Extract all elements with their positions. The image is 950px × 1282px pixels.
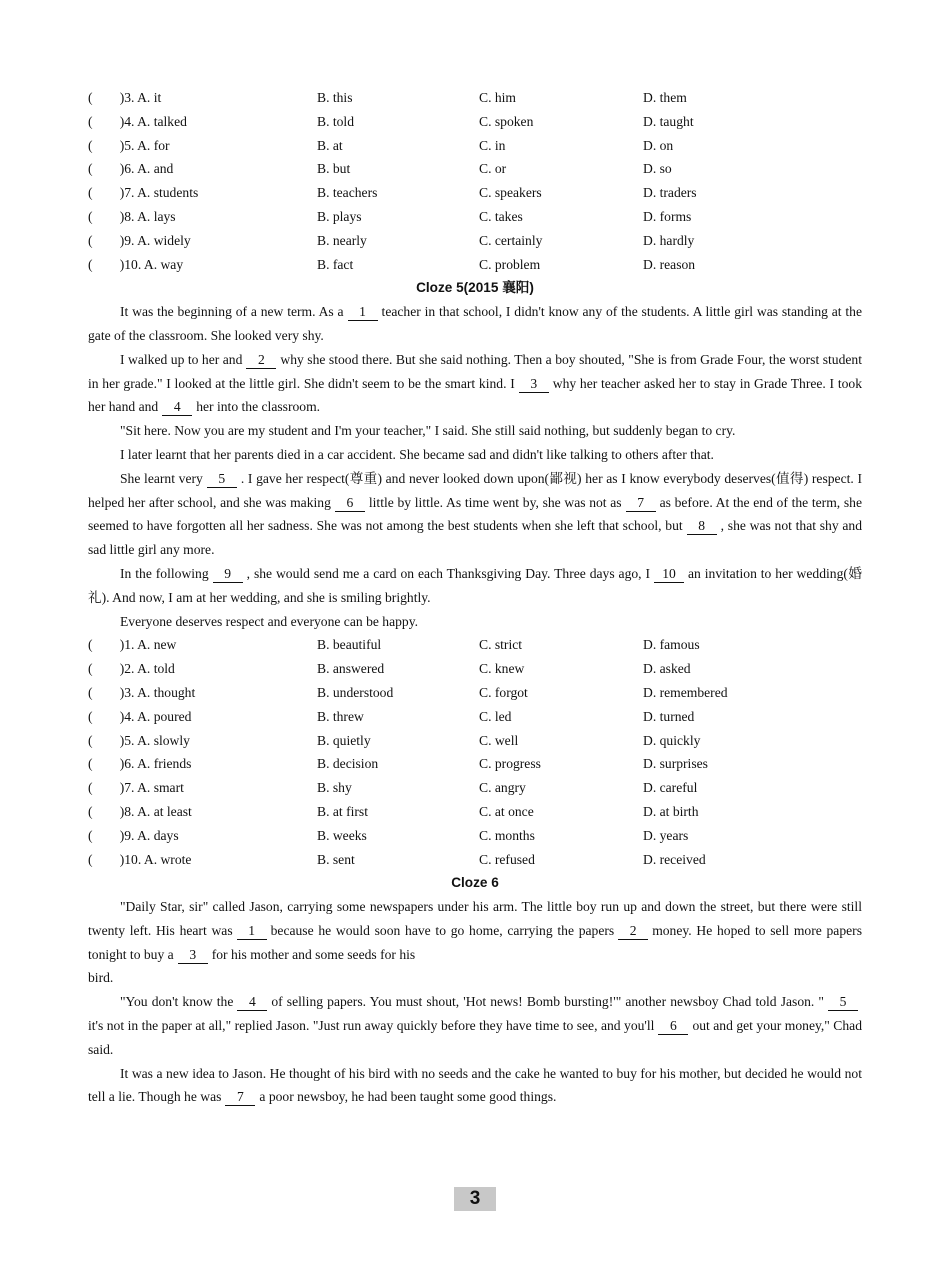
option-row (88, 752, 862, 776)
option-a: ( )7. A. smart (88, 780, 184, 796)
option-b: B. weeks (317, 827, 367, 843)
option-d: D. turned (643, 708, 695, 724)
answer-blank[interactable]: 7 (626, 495, 656, 512)
option-row (88, 705, 862, 729)
option-a: ( )5. A. slowly (88, 732, 190, 748)
option-c: C. in (479, 137, 506, 153)
option-c: C. spoken (479, 113, 534, 129)
option-d: D. at birth (643, 803, 699, 819)
option-row (88, 633, 862, 657)
option-d: D. remembered (643, 684, 728, 700)
option-a: ( )10. A. wrote (88, 851, 192, 867)
option-row (88, 86, 862, 110)
option-row (88, 134, 862, 158)
option-a: ( )10. A. way (88, 256, 184, 272)
option-b: B. sent (317, 851, 355, 867)
option-d: D. forms (643, 208, 692, 224)
option-c: C. knew (479, 661, 525, 677)
option-a: ( )3. A. it (88, 90, 162, 105)
answer-blank[interactable]: 2 (246, 352, 276, 369)
option-c: C. well (479, 732, 519, 748)
option-a: ( )9. A. widely (88, 232, 191, 248)
option-d: D. them (643, 90, 687, 105)
option-row (88, 657, 862, 681)
option-c: C. forgot (479, 684, 528, 700)
option-d: D. so (643, 161, 672, 177)
option-d: D. asked (643, 661, 691, 677)
option-a: ( )2. A. told (88, 661, 175, 677)
option-c: C. led (479, 708, 512, 724)
option-c: C. or (479, 161, 507, 177)
paragraph: I later learnt that her parents died in a car accident. She became sad and didn't like talking to others after that. (120, 446, 714, 462)
answer-blank[interactable]: 3 (178, 947, 208, 964)
option-b: B. decision (317, 756, 379, 772)
answer-blank[interactable]: 7 (225, 1089, 255, 1106)
option-d: D. famous (643, 637, 700, 653)
answer-blank[interactable]: 4 (237, 994, 267, 1011)
option-b: B. at first (317, 803, 368, 819)
option-b: B. told (317, 113, 355, 129)
option-row (88, 181, 862, 205)
option-row (88, 253, 862, 277)
option-d: D. on (643, 137, 674, 153)
option-c: C. speakers (479, 185, 542, 201)
option-d: D. received (643, 851, 706, 867)
option-row (88, 848, 862, 872)
option-a: ( )1. A. new (88, 637, 177, 653)
answer-blank[interactable]: 1 (237, 923, 267, 940)
option-c: C. him (479, 90, 517, 105)
answer-blank[interactable]: 5 (207, 471, 237, 488)
option-row (88, 776, 862, 800)
paragraph: In the following 9 , she would send me a card on each Thanksgiving Day. Three days ago, I 10 an invitation to her wedding(婚礼). And now, I am at her wedding, and she is smiling brightly. (88, 565, 863, 605)
option-row (88, 824, 862, 848)
option-b: B. shy (317, 780, 352, 796)
option-a: ( )7. A. students (88, 185, 199, 201)
answer-blank[interactable]: 6 (658, 1018, 688, 1035)
paragraph: "You don't know the 4 of selling papers. You must shout, 'Hot news! Bomb bursting!'" another newsboy Chad told Jason. " 5it's not in the paper at all," replied Jason. "Just run away quickly before they have time to see, and you'll 6 out and get your money," Chad said. (88, 994, 862, 1057)
paragraph: I walked up to her and 2 why she stood there. But she said nothing. Then a boy shouted, "She is from Grade Four, the worst student in her grade." I looked at the little girl. She didn't seem to be the smart kind. I 3 why her teacher asked her to stay in Grade Three. I took her hand and 4 her into the classroom. (88, 351, 862, 415)
paragraph: It was a new idea to Jason. He thought of his bird with no seeds and the cake he wanted to buy for his mother, but decided he would not tell a lie. Though he was 7 a poor newsboy, he had been taught some good things. (88, 1065, 862, 1105)
option-a: ( )4. A. poured (88, 708, 192, 724)
answer-blank[interactable]: 8 (687, 518, 717, 535)
answer-blank[interactable]: 3 (519, 376, 549, 393)
option-d: D. years (643, 827, 689, 843)
option-a: ( )6. A. friends (88, 756, 192, 772)
option-a: ( )6. A. and (88, 161, 174, 177)
option-b: B. this (317, 90, 353, 105)
option-c: C. certainly (479, 232, 543, 248)
answer-blank[interactable]: 5 (828, 994, 858, 1011)
option-a: ( )5. A. for (88, 137, 170, 153)
option-d: D. quickly (643, 732, 701, 748)
option-a: ( )8. A. lays (88, 208, 176, 224)
option-c: C. at once (479, 803, 534, 819)
option-c: C. strict (479, 637, 523, 653)
option-a: ( )4. A. talked (88, 113, 187, 129)
option-b: B. answered (317, 661, 385, 677)
answer-blank[interactable]: 10 (654, 566, 684, 583)
answer-blank[interactable]: 2 (618, 923, 648, 940)
paragraph: It was the beginning of a new term. As a 1 teacher in that school, I didn't know any of the students. A little girl was standing at the gate of the classroom. She looked very shy. (88, 304, 863, 343)
paragraph: Everyone deserves respect and everyone can be happy. (120, 613, 419, 629)
options-list-top (88, 86, 862, 276)
option-c: C. angry (479, 780, 526, 796)
document-page (88, 86, 862, 1109)
option-row (88, 205, 862, 229)
option-row (88, 800, 862, 824)
option-row (88, 110, 862, 134)
option-b: B. nearly (317, 232, 367, 248)
option-b: B. beautiful (317, 637, 382, 653)
option-d: D. reason (643, 256, 696, 272)
paragraph: "Sit here. Now you are my student and I'm your teacher," I said. She still said nothing, but suddenly began to cry. (120, 423, 736, 439)
option-c: C. problem (479, 256, 541, 272)
option-row (88, 157, 862, 181)
paragraph-continuation: bird. (88, 970, 114, 986)
option-b: B. threw (317, 708, 364, 724)
option-b: B. at (317, 137, 343, 153)
option-a: ( )3. A. thought (88, 684, 196, 700)
option-a: ( )8. A. at least (88, 803, 192, 819)
answer-blank[interactable]: 1 (348, 304, 378, 321)
paragraph: She learnt very 5 . I gave her respect(尊重) and never looked down upon(鄙视) her as I know everybody deserves(值得) respect. I helped her after school, and she was making 6 little by little. As time went by, she was not as 7 as before. At the end of the term, she seemed to have forgotten all her sadness. She was not among the best students when she left that school, but 8 , she was not that shy and sad little girl any more. (88, 470, 862, 558)
answer-blank[interactable]: 6 (335, 495, 365, 512)
option-d: D. hardly (643, 232, 695, 248)
option-b: B. but (317, 161, 351, 177)
option-d: D. surprises (643, 756, 708, 772)
option-c: C. takes (479, 208, 523, 224)
option-a: ( )9. A. days (88, 827, 179, 843)
option-b: B. teachers (317, 185, 378, 201)
page-number: 3 (454, 1187, 496, 1211)
option-b: B. fact (317, 256, 354, 272)
paragraph: "Daily Star, sir" called Jason, carrying some newspapers under his arm. The little boy run up and down the street, but there were still twenty left. His heart was 1 because he would soon have to go home, carrying the papers 2 money. He hoped to sell more papers tonight to buy a 3 for his mother and some seeds for his (88, 899, 862, 962)
option-b: B. plays (317, 208, 362, 224)
section-title-cloze-6: Cloze 6 (451, 875, 499, 891)
option-row (88, 681, 862, 705)
option-c: C. refused (479, 851, 535, 867)
option-d: D. taught (643, 113, 694, 129)
option-row (88, 229, 862, 253)
option-d: D. careful (643, 780, 698, 796)
option-c: C. months (479, 827, 535, 843)
answer-blank[interactable]: 4 (162, 399, 192, 416)
option-b: B. quietly (317, 732, 371, 748)
section-title-cloze-5: Cloze 5(2015 襄阳) (416, 280, 534, 296)
option-b: B. understood (317, 684, 394, 700)
option-d: D. traders (643, 185, 697, 201)
options-list-cloze-5 (88, 633, 862, 871)
answer-blank[interactable]: 9 (213, 566, 243, 583)
option-c: C. progress (479, 756, 541, 772)
option-row (88, 729, 862, 753)
